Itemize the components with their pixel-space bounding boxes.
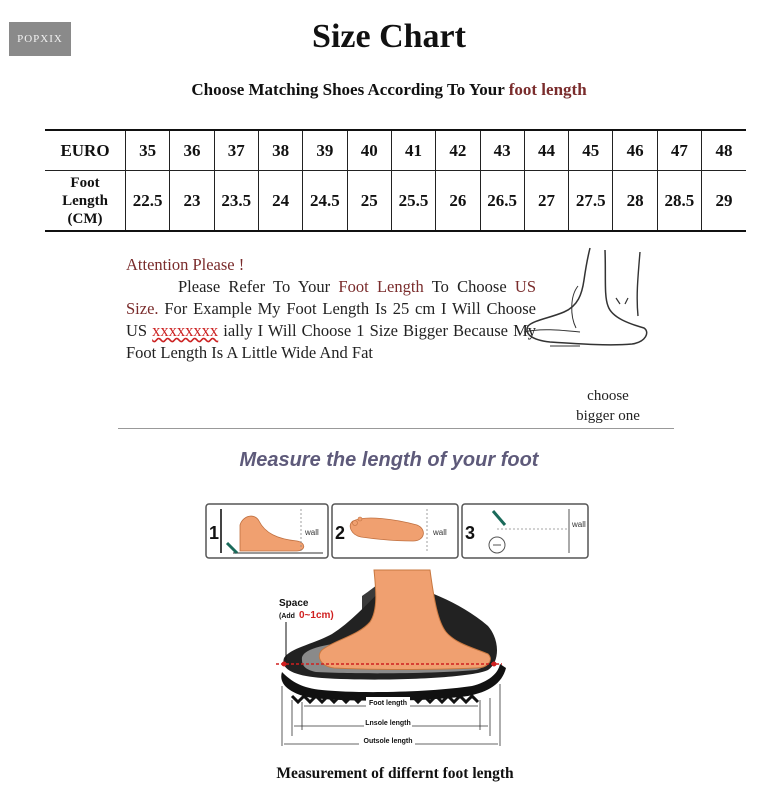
attention-body <box>126 276 536 364</box>
page-subtitle <box>0 80 778 100</box>
euro-size-cell: 35 <box>126 130 170 171</box>
diagram-caption: Measurement of differnt foot length <box>276 765 514 782</box>
space-add-label: (Add <box>279 613 295 620</box>
foot-length-cell: 28 <box>613 171 657 232</box>
measure-heading: Measure the length of your foot <box>239 449 539 471</box>
euro-size-cell: 44 <box>524 130 568 171</box>
foot-length-cell: 22.5 <box>126 171 170 232</box>
foot-length-cell: 28.5 <box>657 171 701 232</box>
foot-sketch-illustration <box>520 246 660 366</box>
attention-heading: Attention Please ! <box>126 255 245 274</box>
choose-bigger-note <box>560 386 656 426</box>
euro-size-cell: 41 <box>391 130 435 171</box>
foot-length-cell: 25 <box>347 171 391 232</box>
length-row <box>45 171 746 232</box>
euro-size-cell: 43 <box>480 130 524 171</box>
attention-text: For Example My Foot Length Is 25 cm I Will Choose US <box>126 299 537 340</box>
attention-note <box>126 254 536 364</box>
foot-length-cell: 24.5 <box>303 171 347 232</box>
wall-label: wall <box>305 528 319 537</box>
euro-label: EURO <box>45 130 126 171</box>
foot-length-cell: 23 <box>170 171 214 232</box>
euro-size-cell: 38 <box>258 130 302 171</box>
step-number: 3 <box>465 523 476 543</box>
attention-text: To Choose <box>431 277 507 296</box>
euro-size-cell: 42 <box>436 130 480 171</box>
euro-size-cell: 46 <box>613 130 657 171</box>
foot-length-cell: 29 <box>702 171 746 232</box>
note-line: bigger one <box>576 408 640 424</box>
foot-length-cell: 26.5 <box>480 171 524 232</box>
euro-size-cell: 39 <box>303 130 347 171</box>
step-number: 2 <box>335 523 346 543</box>
wall-label: wall <box>572 520 586 529</box>
foot-length-cell: 27 <box>524 171 568 232</box>
space-range-label: 0~1cm) <box>299 610 334 621</box>
attention-red-text: Foot Length <box>338 277 424 296</box>
length-label-line: (CM) <box>67 210 103 227</box>
shoe-measurement-diagram <box>262 560 512 755</box>
euro-size-cell: 40 <box>347 130 391 171</box>
attention-text: Please Refer To Your <box>178 277 331 296</box>
euro-size-cell: 37 <box>214 130 258 171</box>
euro-size-cell: 45 <box>569 130 613 171</box>
subtitle-text: Choose Matching Shoes According To Your <box>191 80 505 99</box>
page-title: Size Chart <box>312 18 466 55</box>
length-label-line: Length <box>62 192 108 209</box>
length-label <box>45 171 126 232</box>
attention-red-text: US Size. <box>126 277 537 318</box>
space-label: Space <box>279 598 309 609</box>
note-line: choose <box>587 388 629 404</box>
step-3-panel <box>462 504 588 558</box>
subtitle-highlight: foot length <box>508 80 587 99</box>
euro-size-cell: 47 <box>657 130 701 171</box>
outsole-length-label: Outsole length <box>363 738 413 745</box>
length-label-line: Foot <box>70 174 100 191</box>
foot-length-cell: 25.5 <box>391 171 435 232</box>
measure-steps-strip <box>205 503 590 561</box>
size-table <box>45 129 746 232</box>
attention-text: ially I Will Choose 1 Size Bigger Because My Foot Length Is A Little Wide And Fat <box>126 321 536 362</box>
euro-size-cell: 36 <box>170 130 214 171</box>
attention-redacted-text: xxxxxxxx <box>152 321 219 340</box>
step-number: 1 <box>209 523 220 543</box>
foot-length-cell: 27.5 <box>569 171 613 232</box>
euro-size-cell: 48 <box>702 130 746 171</box>
foot-length-cell: 26 <box>436 171 480 232</box>
foot-length-label: Foot length <box>368 700 408 707</box>
foot-length-cell: 23.5 <box>214 171 258 232</box>
insole-length-label: Lnsole length <box>365 720 411 727</box>
euro-row <box>45 130 746 171</box>
step-2-panel <box>332 504 458 558</box>
brand-watermark: POPXIX <box>9 22 71 56</box>
foot-length-cell: 24 <box>258 171 302 232</box>
step-1-panel <box>206 504 328 558</box>
wall-label: wall <box>433 528 447 537</box>
section-divider <box>118 428 674 429</box>
